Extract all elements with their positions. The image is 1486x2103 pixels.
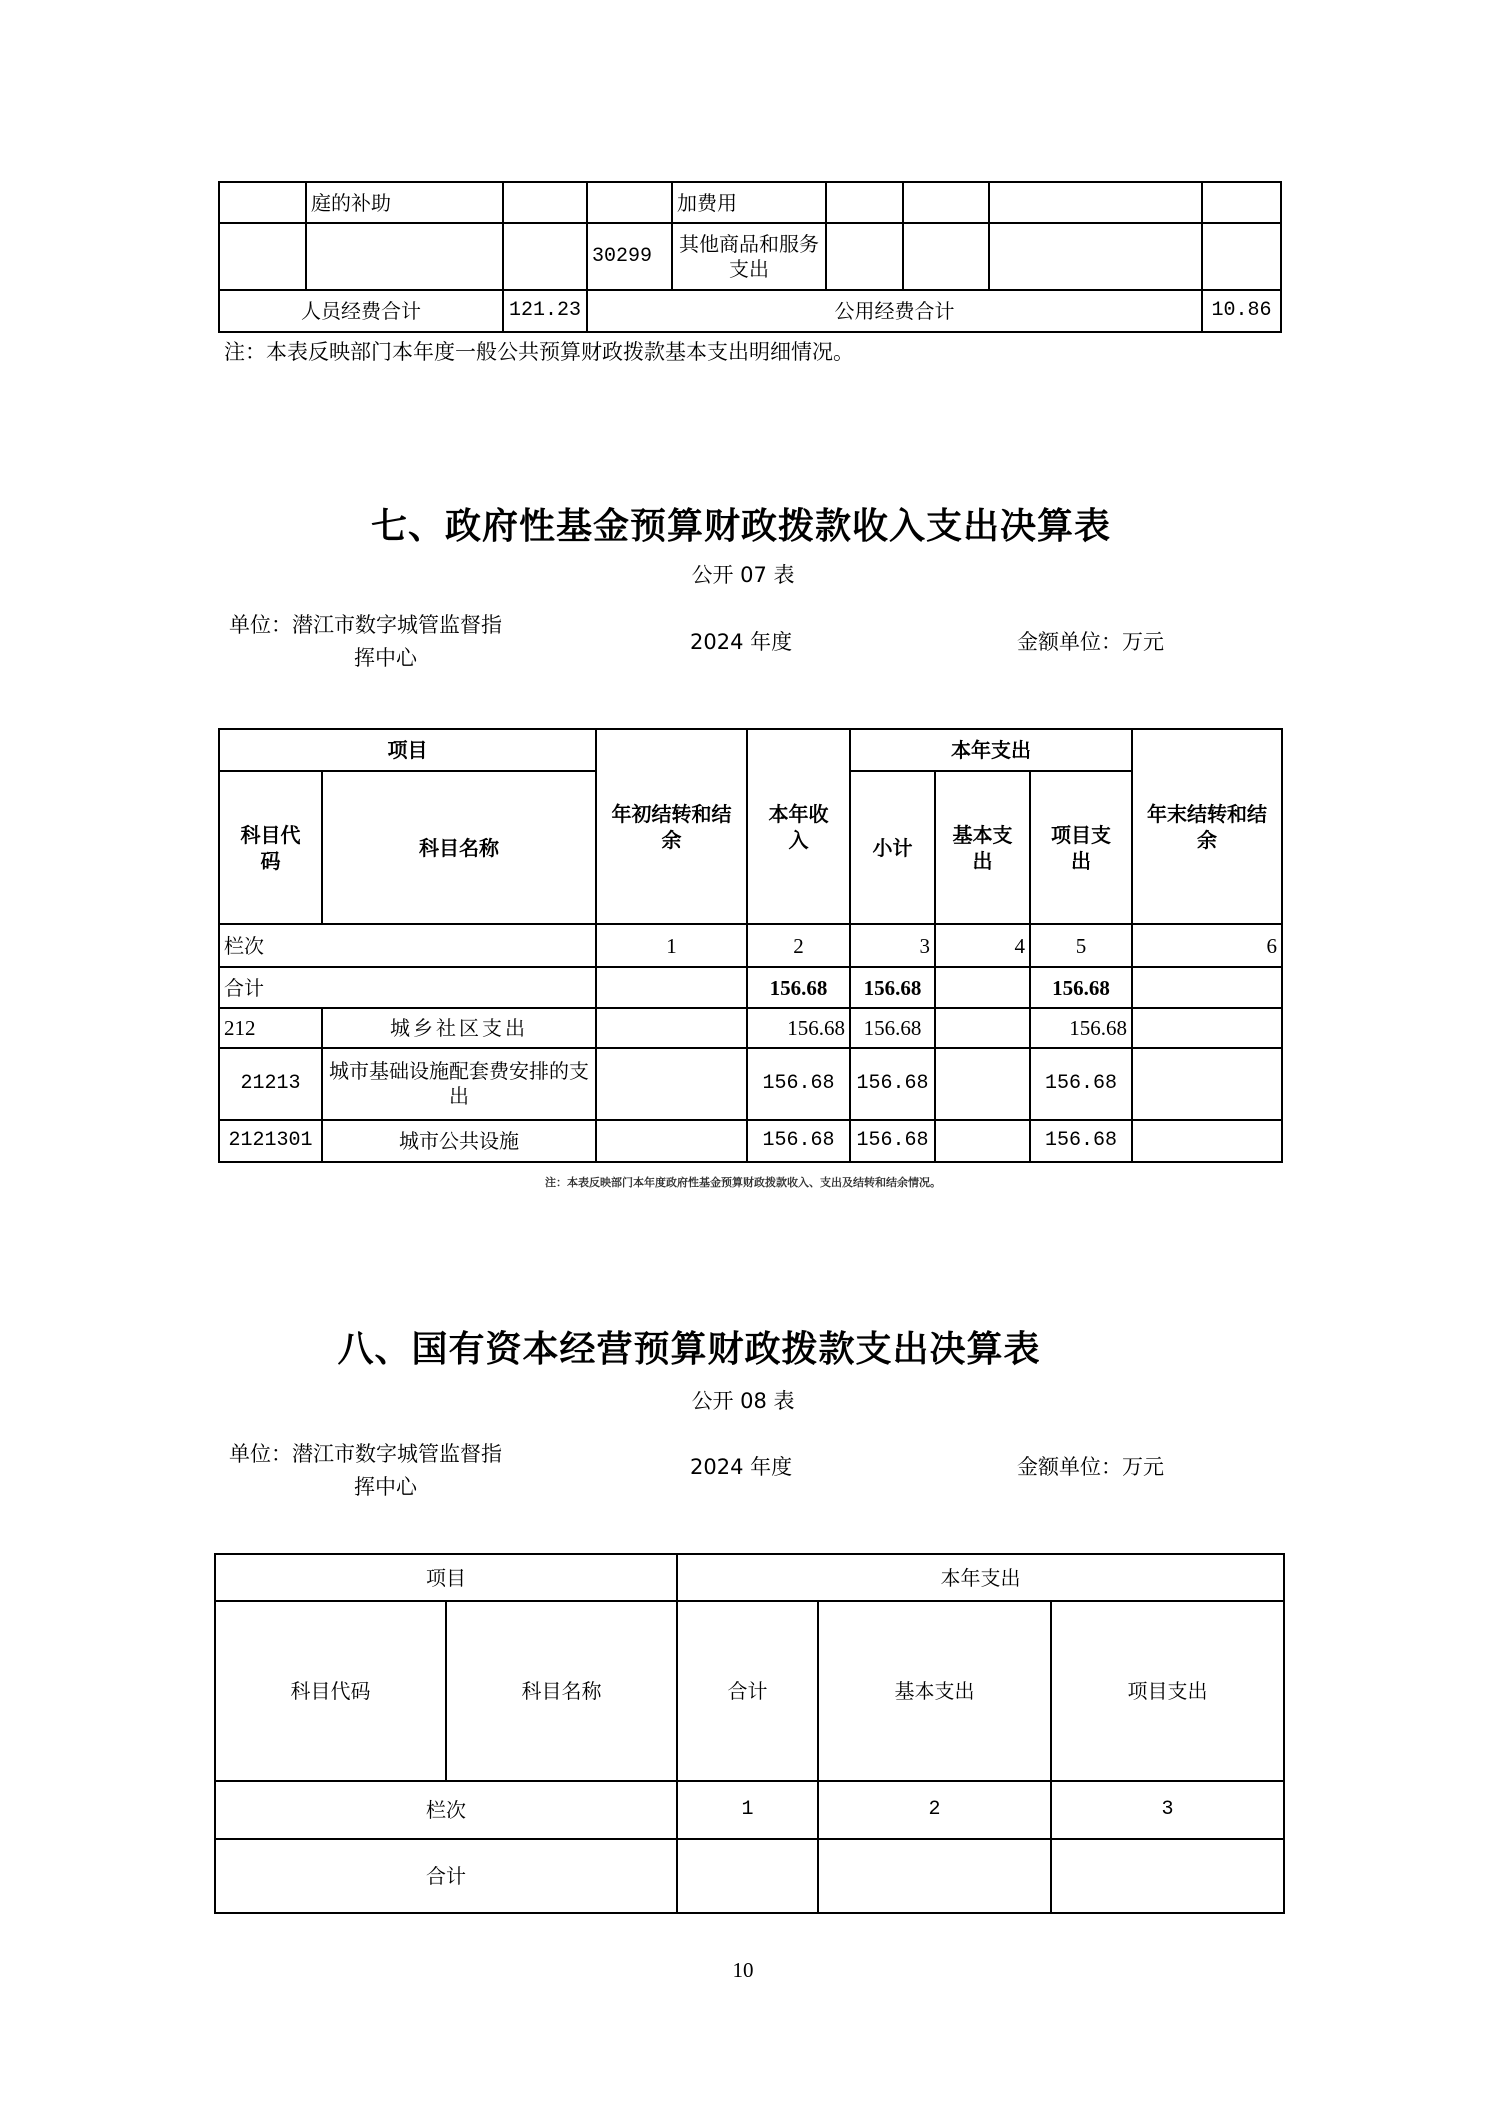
total-row (215, 1839, 1284, 1913)
header-basic: 基本支出 (935, 771, 1030, 924)
cell (306, 223, 503, 290)
cell (503, 223, 587, 290)
row-closing (1132, 1008, 1282, 1048)
row-subtotal: 156.68 (850, 1120, 935, 1162)
personnel-total-value: 121.23 (503, 290, 587, 332)
column-number: 1 (596, 924, 747, 967)
table08-title-text: 八、国有资本经营预算财政拨款支出决算表 (337, 1329, 1041, 1370)
header-expenditure: 本年支出 (677, 1554, 1284, 1601)
row-closing (1132, 1120, 1282, 1162)
row-income: 156.68 (747, 1120, 850, 1162)
table08-code: 公开 08 表 (691, 1389, 795, 1413)
row-project: 156.68 (1030, 1008, 1132, 1048)
cell (989, 182, 1202, 223)
row-basic (935, 1008, 1030, 1048)
table07-title-text: 七、政府性基金预算财政拨款收入支出决算表 (370, 506, 1111, 547)
header-opening-balance: 年初结转和结余 (596, 729, 747, 924)
total-label: 合计 (215, 1839, 677, 1913)
header-closing-balance: 年末结转和结余 (1132, 729, 1282, 924)
header-subject-code: 科目代码 (215, 1601, 446, 1781)
column-number: 1 (677, 1781, 818, 1839)
row-opening (596, 1048, 747, 1120)
cell: 加费用 (672, 182, 826, 223)
row-name: 城市公共设施 (322, 1120, 596, 1162)
header-expenditure: 本年支出 (850, 729, 1132, 771)
header-subject-name: 科目名称 (446, 1601, 677, 1781)
table07-unit: 单位：潜江市数字城管监督指 (229, 613, 502, 637)
row-opening (596, 1120, 747, 1162)
total-closing (1132, 967, 1282, 1008)
header-subject-code: 科目代码 (219, 771, 322, 924)
header-income: 本年收入 (747, 729, 850, 924)
table07-unit-cont: 挥中心 (354, 646, 417, 670)
table-header-row (215, 1601, 1284, 1781)
column-number: 3 (1051, 1781, 1284, 1839)
total-basic (935, 967, 1030, 1008)
cell (826, 223, 903, 290)
cell (219, 223, 306, 290)
cell (903, 182, 989, 223)
row-name: 城乡社区支出 (322, 1008, 596, 1048)
table-row (219, 1008, 1282, 1048)
row-income: 156.68 (747, 1048, 850, 1120)
cell (1202, 182, 1281, 223)
cell (826, 182, 903, 223)
table-header-row (219, 729, 1282, 771)
row-subtotal: 156.68 (850, 1008, 935, 1048)
table08-unit: 单位：潜江市数字城管监督指 (229, 1442, 502, 1466)
column-label: 栏次 (215, 1781, 677, 1839)
row-subtotal: 156.68 (850, 1048, 935, 1120)
table07-code: 公开 07 表 (691, 563, 795, 587)
cell (989, 223, 1202, 290)
table07-year: 2024 年度 (690, 630, 793, 654)
cell (1202, 223, 1281, 290)
table08-unit-cont: 挥中心 (354, 1475, 417, 1499)
cell (219, 182, 306, 223)
table-row (219, 182, 1281, 223)
page-number: 10 (732, 1958, 754, 1982)
header-subtotal: 小计 (850, 771, 935, 924)
header-item: 项目 (215, 1554, 677, 1601)
cell-name: 其他商品和服务支出 (672, 223, 826, 290)
cell (503, 182, 587, 223)
total-basic (818, 1839, 1051, 1913)
table08-title (0, 1321, 1486, 1372)
column-number-row (219, 924, 1282, 967)
total-income: 156.68 (747, 967, 850, 1008)
personnel-total-label: 人员经费合计 (219, 290, 503, 332)
table-row-totals (219, 290, 1281, 332)
row-closing (1132, 1048, 1282, 1120)
column-number: 6 (1132, 924, 1282, 967)
row-code: 2121301 (219, 1120, 322, 1162)
header-project: 项目支出 (1051, 1601, 1284, 1781)
row-project: 156.68 (1030, 1120, 1132, 1162)
table-row (219, 1048, 1282, 1120)
table08 (214, 1553, 1285, 1914)
row-basic (935, 1048, 1030, 1120)
prev-table (218, 181, 1282, 333)
row-code: 212 (219, 1008, 322, 1048)
column-number: 3 (850, 924, 935, 967)
header-basic: 基本支出 (818, 1601, 1051, 1781)
table-row (219, 223, 1281, 290)
table08-year: 2024 年度 (690, 1455, 793, 1479)
header-subject-name: 科目名称 (322, 771, 596, 924)
total-total (677, 1839, 818, 1913)
table07 (218, 728, 1283, 1163)
row-name: 城市基础设施配套费安排的支出 (322, 1048, 596, 1120)
public-total-value: 10.86 (1202, 290, 1281, 332)
table07-note: 注：本表反映部门本年度政府性基金预算财政拨款收入、支出及结转和结余情况。 (545, 1176, 941, 1189)
total-opening (596, 967, 747, 1008)
total-project (1051, 1839, 1284, 1913)
header-project: 项目支出 (1030, 771, 1132, 924)
header-total: 合计 (677, 1601, 818, 1781)
row-code: 21213 (219, 1048, 322, 1120)
total-project: 156.68 (1030, 967, 1132, 1008)
column-number: 2 (818, 1781, 1051, 1839)
row-opening (596, 1008, 747, 1048)
cell (903, 223, 989, 290)
total-label: 合计 (219, 967, 596, 1008)
column-number: 5 (1030, 924, 1132, 967)
prev-table-note: 注：本表反映部门本年度一般公共预算财政拨款基本支出明细情况。 (224, 340, 854, 364)
row-basic (935, 1120, 1030, 1162)
cell: 庭的补助 (306, 182, 503, 223)
table-header-row (215, 1554, 1284, 1601)
public-total-label: 公用经费合计 (587, 290, 1202, 332)
cell (587, 182, 672, 223)
header-item: 项目 (219, 729, 596, 771)
column-number-row (215, 1781, 1284, 1839)
column-number: 4 (935, 924, 1030, 967)
row-project: 156.68 (1030, 1048, 1132, 1120)
cell-code: 30299 (587, 223, 672, 290)
table07-currency: 金额单位：万元 (1017, 630, 1164, 654)
column-number: 2 (747, 924, 850, 967)
total-row (219, 967, 1282, 1008)
table07-title (0, 498, 1486, 549)
total-subtotal: 156.68 (850, 967, 935, 1008)
table-row (219, 1120, 1282, 1162)
table08-currency: 金额单位：万元 (1017, 1455, 1164, 1479)
row-income: 156.68 (747, 1008, 850, 1048)
column-label: 栏次 (219, 924, 596, 967)
